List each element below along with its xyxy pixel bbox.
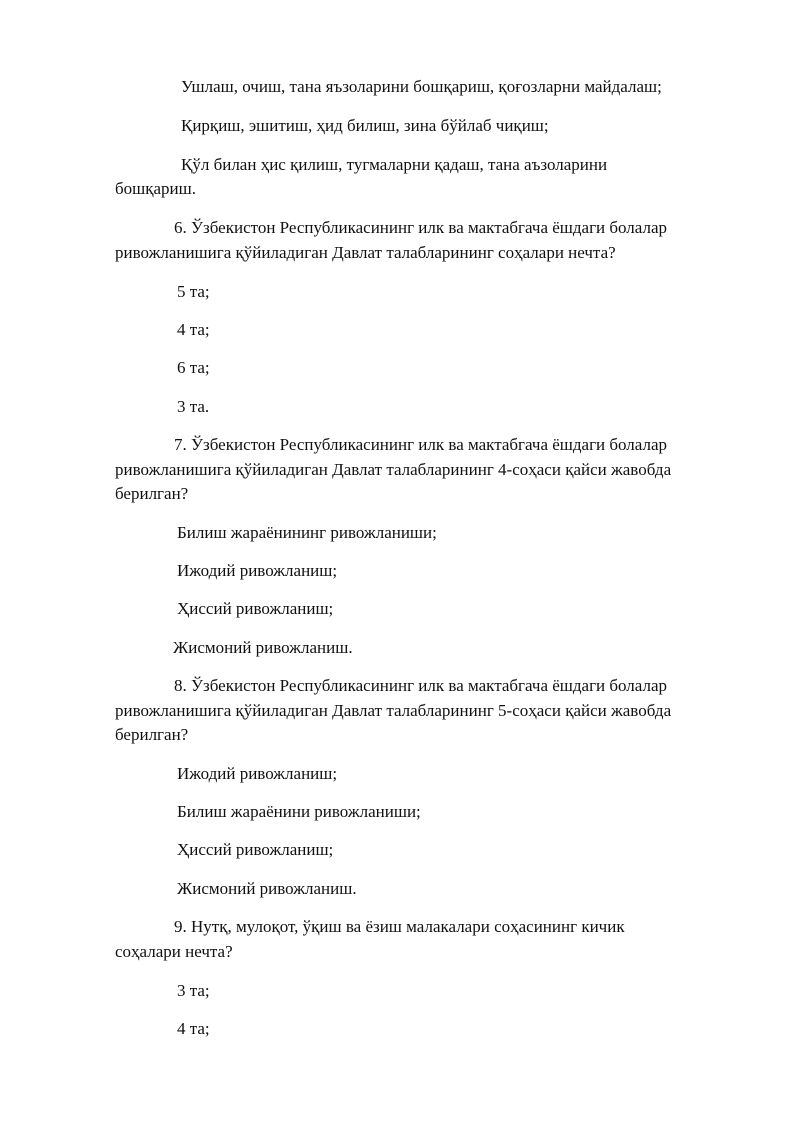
question-9-text: соҳалари нечта? <box>115 942 233 961</box>
question-7-text: берилган? <box>115 484 189 503</box>
question-8-option: Ижодий ривожланиш; <box>177 764 338 783</box>
question-6-option: 6 та; <box>177 358 210 377</box>
question-9-option: 4 та; <box>177 1019 210 1038</box>
question-6-text: ривожланишига қўйиладиган Давлат талабларининг соҳалари нечта? <box>115 243 616 262</box>
question-7-text: 7. Ўзбекистон Республикасининг илк ва мактабгача ёшдаги болалар <box>174 435 668 454</box>
question-7-option: Ижодий ривожланиш; <box>177 561 338 580</box>
option-text: Қўл билан ҳис қилиш, тугмаларни қадаш, тана аъзоларини <box>181 155 608 174</box>
question-8-text: 8. Ўзбекистон Республикасининг илк ва мактабгача ёшдаги болалар <box>174 676 668 695</box>
question-8-option: Билиш жараёнини ривожланиши; <box>177 802 421 821</box>
question-6-option: 4 та; <box>177 320 210 339</box>
question-7-text: ривожланишига қўйиладиган Давлат талабларининг 4-соҳаси қайси жавобда <box>115 460 672 479</box>
question-7-option: Жисмоний ривожланиш. <box>173 638 353 657</box>
question-6-text: 6. Ўзбекистон Республикасининг илк ва мактабгача ёшдаги болалар <box>174 218 668 237</box>
question-7-option: Билиш жараёнининг ривожланиши; <box>177 523 437 542</box>
question-6-option: 3 та. <box>177 397 210 416</box>
question-7-option: Ҳиссий ривожланиш; <box>177 599 334 618</box>
option-text: Қирқиш, эшитиш, ҳид билиш, зина бўйлаб чиқиш; <box>181 116 549 135</box>
question-8-text: берилган? <box>115 725 189 744</box>
question-8-option: Жисмоний ривожланиш. <box>177 879 357 898</box>
question-8-text: ривожланишига қўйиладиган Давлат талабларининг 5-соҳаси қайси жавобда <box>115 701 672 720</box>
question-6-option: 5 та; <box>177 282 210 301</box>
question-9-text: 9. Нутқ, мулоқот, ўқиш ва ёзиш малакалари соҳасининг кичик <box>174 917 625 936</box>
option-text: Ушлаш, очиш, тана яъзоларини бошқариш, қоғозларни майдалаш; <box>181 77 662 96</box>
question-9-option: 3 та; <box>177 981 210 1000</box>
option-text: бошқариш. <box>115 179 196 198</box>
question-8-option: Ҳиссий ривожланиш; <box>177 840 334 859</box>
